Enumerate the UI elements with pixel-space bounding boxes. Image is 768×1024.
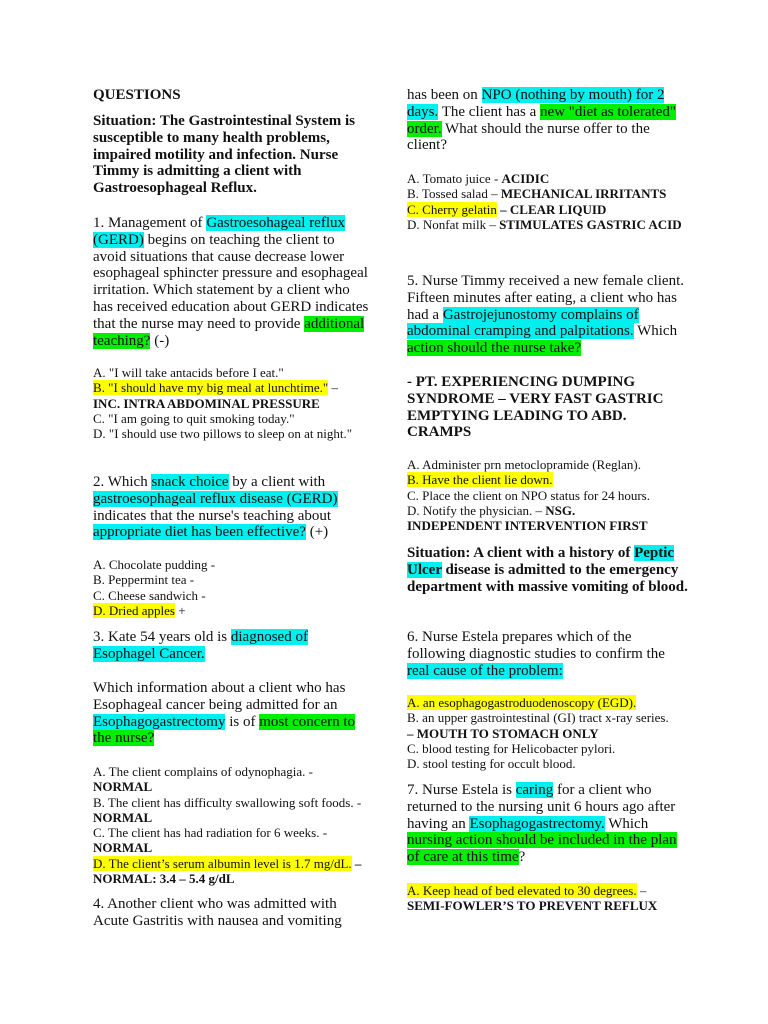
- situation-2-text-2: disease is admitted to the emergency department with massive vomiting of blood.: [407, 561, 688, 595]
- q4-option-d-text: D. Nonfat milk –: [407, 216, 500, 232]
- situation-2: [407, 545, 688, 595]
- question-4-options: [407, 171, 688, 232]
- q3-highlight-diagnosed: diagnosed of Esophagel Cancer.: [93, 629, 308, 662]
- q2-option-d-tail: +: [174, 602, 186, 618]
- q4-text-2: The client has a: [438, 103, 541, 120]
- question-6-options: [407, 695, 688, 771]
- q1-option-b-tail: –: [328, 380, 338, 396]
- q5-option-c: C. Place the client on NPO status for 24 hours.: [407, 487, 650, 503]
- q5-option-d-note-2: INDEPENDENT INTERVENTION FIRST: [407, 518, 648, 534]
- q3-option-a: A. The client complains of odynophagia. -: [93, 764, 313, 779]
- q4-option-d-note: STIMULATES GASTRIC ACID: [499, 216, 682, 232]
- q5-option-d-note: NSG.: [545, 502, 576, 518]
- q2-option-c: C. Cheese sandwich -: [93, 587, 206, 603]
- q4-option-a-text: A. Tomato juice -: [407, 171, 502, 186]
- q1-option-c: C. "I am going to quit smoking today.": [93, 410, 295, 426]
- q3-highlight-most-concern: most concern to the nurse?: [93, 713, 356, 747]
- q4-highlight-npo: NPO (nothing by mouth) for 2 days.: [407, 87, 665, 120]
- question-5-note: - PT. EXPERIENCING DUMPING SYNDROME – VERY FAST GASTRIC EMPTYING LEADING TO ABD. CRAMPS: [407, 374, 664, 441]
- q2-text-3: indicates that the nurse's teaching about: [93, 507, 332, 524]
- q1-option-b: [93, 380, 371, 395]
- q2-text-1: 2. Which: [93, 474, 152, 490]
- question-6-stem: [407, 629, 688, 679]
- q2-text-2: by a client with: [228, 474, 326, 490]
- q5-text-2: Which: [633, 323, 678, 340]
- q4-option-b-text: B. Tossed salad –: [407, 186, 501, 202]
- q3-option-b-text: B. The client has difficulty swallowing soft foods. -: [93, 794, 362, 810]
- q6-option-b-note: – MOUTH TO STOMACH ONLY: [407, 725, 599, 741]
- q1-option-d: D. "I should use two pillows to sleep on at night.": [93, 426, 353, 442]
- question-2-stem: [93, 474, 371, 541]
- q4-option-c-highlight: C. Cherry gelatin: [407, 201, 497, 217]
- q5-highlight-action: action should the nurse take?: [407, 340, 582, 357]
- q5-option-b: [407, 472, 688, 487]
- situation-2-text-1: Situation: A client with a history of: [407, 545, 635, 561]
- q1-option-b-note: INC. INTRA ABDOMINAL PRESSURE: [93, 395, 320, 411]
- q5-option-b-highlight: B. Have the client lie down.: [407, 472, 553, 488]
- q1-highlight-additional-teaching: additional teaching?: [93, 315, 365, 349]
- q7-option-a: [407, 883, 688, 898]
- q1-option-a: A. "I will take antacids before I eat.": [93, 365, 284, 380]
- q7-option-a-note: SEMI-FOWLER’S TO PREVENT REFLUX: [407, 898, 658, 914]
- question-3-stem: [93, 629, 371, 663]
- q6-option-b: B. an upper gastrointestinal (GI) tract x-ray series.: [407, 710, 669, 726]
- q4-option-b: [407, 186, 688, 201]
- q7-text-2: for a client who returned to the nursing unit 6 hours ago after having an: [407, 782, 676, 832]
- q7-text-1: 7. Nurse Estela is: [407, 782, 516, 798]
- q3-text-2: Which information about a client who has Esophageal cancer being admitted for an: [93, 680, 346, 713]
- q5-option-d: [407, 503, 688, 518]
- q4-highlight-new-diet: new "diet as tolerated" order.: [407, 103, 676, 137]
- q4-text-3: What should the nurse offer to the client?: [407, 120, 650, 154]
- question-7-options: [407, 883, 688, 914]
- q4-option-c: [407, 202, 688, 217]
- q3-option-c-note: NORMAL: [93, 840, 153, 856]
- q7-option-a-tail: –: [636, 883, 647, 898]
- q3-option-d: [93, 856, 371, 887]
- q6-highlight-real-cause: real cause of the problem:: [407, 662, 563, 679]
- q6-text-1: 6. Nurse Estela prepares which of the following diagnostic studies to confirm the: [407, 629, 665, 662]
- question-2-options: [93, 557, 371, 618]
- questions-heading: QUESTIONS: [93, 87, 181, 103]
- q7-text-3: Which: [604, 815, 649, 832]
- q3-option-c: C. The client has had radiation for 6 weeks. -: [93, 825, 328, 841]
- q1-text-2: begins on teaching the client to avoid situations that cause decrease lower esophageal sphincter pressure and esophageal irritation. Which statement by a client who has received education about GERD indicates that the nurse may need to provide: [93, 231, 369, 332]
- q3-option-d-note: – NORMAL: 3.4 – 5.4 g/dL: [93, 855, 362, 887]
- q2-option-b: B. Peppermint tea -: [93, 572, 195, 588]
- question-1-options: [93, 365, 371, 441]
- q6-option-a: [407, 695, 688, 710]
- q4-option-a: [407, 171, 688, 186]
- q7-highlight-esophagogastrectomy: Esophagogastrectomy.: [469, 815, 605, 832]
- question-3-options: [93, 764, 371, 886]
- q1-text-3: (-): [150, 332, 170, 349]
- q4-option-b-note: MECHANICAL IRRITANTS: [500, 186, 667, 202]
- q4-option-c-note: – CLEAR LIQUID: [496, 201, 607, 217]
- question-7-stem: [407, 782, 688, 866]
- q6-option-a-highlight: A. an esophagogastroduodenoscopy (EGD).: [407, 695, 637, 710]
- q3-option-a-note: NORMAL: [93, 779, 153, 795]
- question-1-stem: [93, 215, 371, 349]
- situation-2-highlight-peptic-ulcer: Peptic Ulcer: [407, 545, 675, 578]
- q3-text-1: 3. Kate 54 years old is: [93, 629, 231, 645]
- q3-option-d-highlight: D. The client’s serum albumin level is 1.7 mg/dL.: [93, 855, 352, 871]
- q2-highlight-gerd: gastroesophageal reflux disease (GERD): [93, 490, 338, 507]
- question-4-start: 4. Another client who was admitted with Acute Gastritis with nausea and vomiting: [93, 896, 342, 929]
- q1-text-1: 1. Management of: [93, 215, 207, 231]
- q5-option-d-text: D. Notify the physician. –: [407, 502, 546, 518]
- q7-highlight-nursing-action: nursing action should be included in the plan of care at this time: [407, 832, 677, 866]
- q2-highlight-appropriate-diet: appropriate diet has been effective?: [93, 524, 306, 541]
- q6-option-c: C. blood testing for Helicobacter pylori.: [407, 740, 616, 756]
- q5-text-1: 5. Nurse Timmy received a new female client. Fifteen minutes after eating, a client who has had a: [407, 273, 685, 323]
- q5-option-a: A. Administer prn metoclopramide (Reglan).: [407, 457, 641, 472]
- q5-highlight-gastrojejunostomy: Gastrojejunostomy complains of abdominal cramping and palpitations.: [407, 306, 639, 340]
- q2-option-d: [93, 603, 371, 618]
- q2-option-a: A. Chocolate pudding -: [93, 557, 216, 572]
- q2-highlight-snack-choice: snack choice: [151, 474, 229, 490]
- q4-option-d: [407, 217, 688, 232]
- question-5-options: [407, 457, 688, 533]
- q3-option-b: [93, 795, 371, 826]
- q4-option-a-note: ACIDIC: [501, 171, 550, 186]
- q3-text-3: is of: [225, 713, 260, 730]
- q4-text-1: has been on: [407, 87, 482, 103]
- situation-1: Situation: The Gastrointestinal System is susceptible to many health problems, impaired motility and infection. Nurse Timmy is admitting a client with Gastroesophageal Reflux.: [93, 113, 355, 197]
- q7-option-a-highlight: A. Keep head of bed elevated to 30 degrees.: [407, 883, 637, 898]
- q7-highlight-caring: caring: [515, 782, 554, 798]
- question-5-stem: [407, 273, 688, 357]
- q3-highlight-esophagogastrectomy: Esophagogastrectomy: [93, 713, 226, 730]
- q6-option-d: D. stool testing for occult blood.: [407, 756, 576, 772]
- question-4-continued: [407, 87, 688, 154]
- question-3-prompt: [93, 680, 371, 747]
- q2-option-d-highlight: D. Dried apples: [93, 602, 175, 618]
- q2-text-4: (+): [305, 524, 329, 541]
- q1-highlight-gerd: Gastroesohageal reflux (GERD): [93, 215, 346, 248]
- q3-option-b-note: NORMAL: [93, 809, 153, 825]
- q7-text-4: ?: [518, 849, 526, 866]
- q1-option-b-highlight: B. "I should have my big meal at lunchtime.": [93, 380, 329, 396]
